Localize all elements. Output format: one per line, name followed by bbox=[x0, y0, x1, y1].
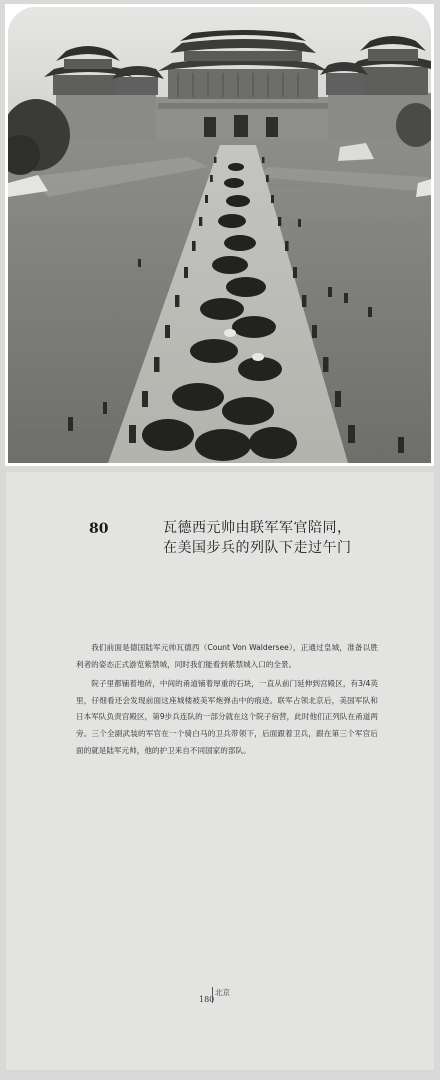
plate-title-line: 在美国步兵的列队下走过午门 bbox=[163, 540, 352, 556]
plate-title bbox=[163, 518, 403, 558]
plate-title-line: 瓦德西元帅由联军军官陪同， bbox=[163, 520, 352, 536]
body-text bbox=[76, 640, 378, 762]
chapter-name: 北京 bbox=[215, 988, 230, 997]
page-number: 180 bbox=[199, 995, 215, 1004]
caption-panel bbox=[6, 472, 434, 1070]
body-paragraph: 我们前面是德国陆军元帅瓦德西（Count Von Waldersee），正通过皇城，准备以胜利者的姿态正式游览紫禁城，同时我们能看到紫禁城入口的全景。 bbox=[76, 643, 378, 669]
body-paragraph: 院子里都铺着地砖，中间的甬道铺着厚重的石块，一直从前门延伸到宫殿区，有3/4英里，仔细看还会发现前面这座城楼被美军炮弹击中的痕迹。联军占领北京后，美国军队和日本军队负责宫殿区，第9步兵连队的一部分就在这个院子宿营，此时他们正列队在甬道两旁。三个全副武装的军官在一个骑白马的卫兵带领下，后面跟着卫兵，跟在第三个军官后面的就是陆军元帅，他的护卫来自不同国家的部队。 bbox=[76, 679, 378, 755]
page-footer bbox=[199, 985, 259, 1005]
meridian-gate-procession-photo bbox=[8, 7, 431, 463]
footer-divider bbox=[212, 987, 213, 1003]
photo-frame bbox=[5, 4, 434, 466]
plate-number: 80 bbox=[89, 521, 109, 537]
